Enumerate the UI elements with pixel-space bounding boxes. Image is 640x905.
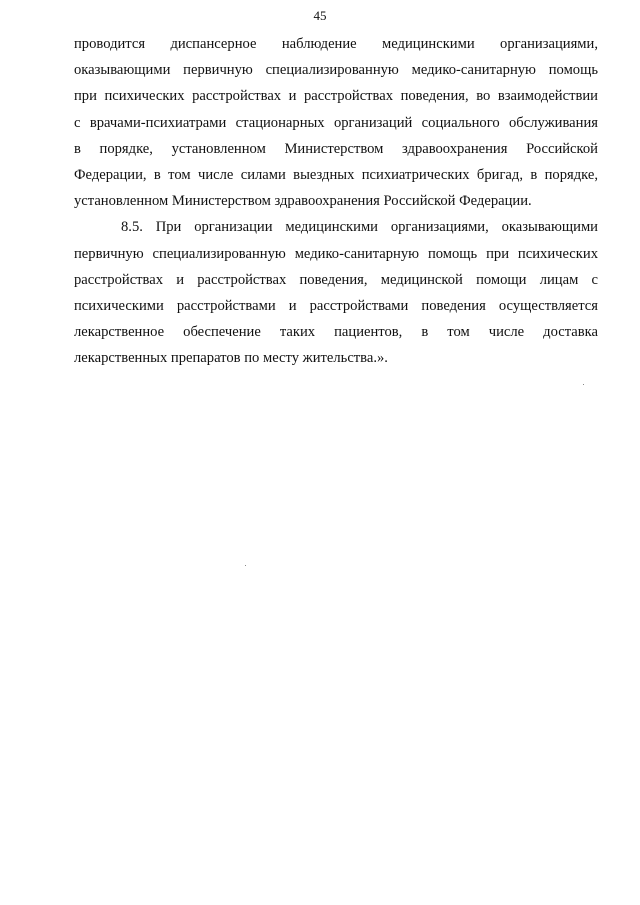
text-line: установленном Министерством здравоохранения Российской Федерации. [74,193,532,210]
scan-speck [245,565,246,566]
document-body [74,31,598,371]
text-line: Федерации, в том числе силами выездных психиатрических бригад, в порядке, [74,166,598,183]
text-line: первичную специализированную медико-санитарную помощь при психических [74,245,598,262]
paragraph-8-5 [74,214,598,371]
text-line: лекарственных препаратов по месту жительства.». [74,350,388,367]
text-line: 8.5. При организации медицинскими организациями, оказывающими [121,219,598,236]
page-number: 45 [313,8,327,23]
text-line: лекарственное обеспечение таких пациентов, в том числе доставка [74,324,598,341]
text-line: проводится диспансерное наблюдение медицинскими организациями, [74,36,598,52]
text-line: с врачами-психиатрами стационарных организаций социального обслуживания [74,114,598,131]
text-line: психическими расстройствами и расстройствами поведения осуществляется [74,297,598,314]
text-line: при психических расстройствах и расстройствах поведения, во взаимодействии [74,88,598,105]
text-line: в порядке, установленном Министерством здравоохранения Российской [74,140,598,157]
text-line: оказывающими первичную специализированную медико-санитарную помощь [74,62,598,79]
scan-speck [583,384,584,385]
paragraph-continuation [74,31,598,214]
text-line: расстройствах и расстройствах поведения, медицинской помощи лицам с [74,271,598,288]
